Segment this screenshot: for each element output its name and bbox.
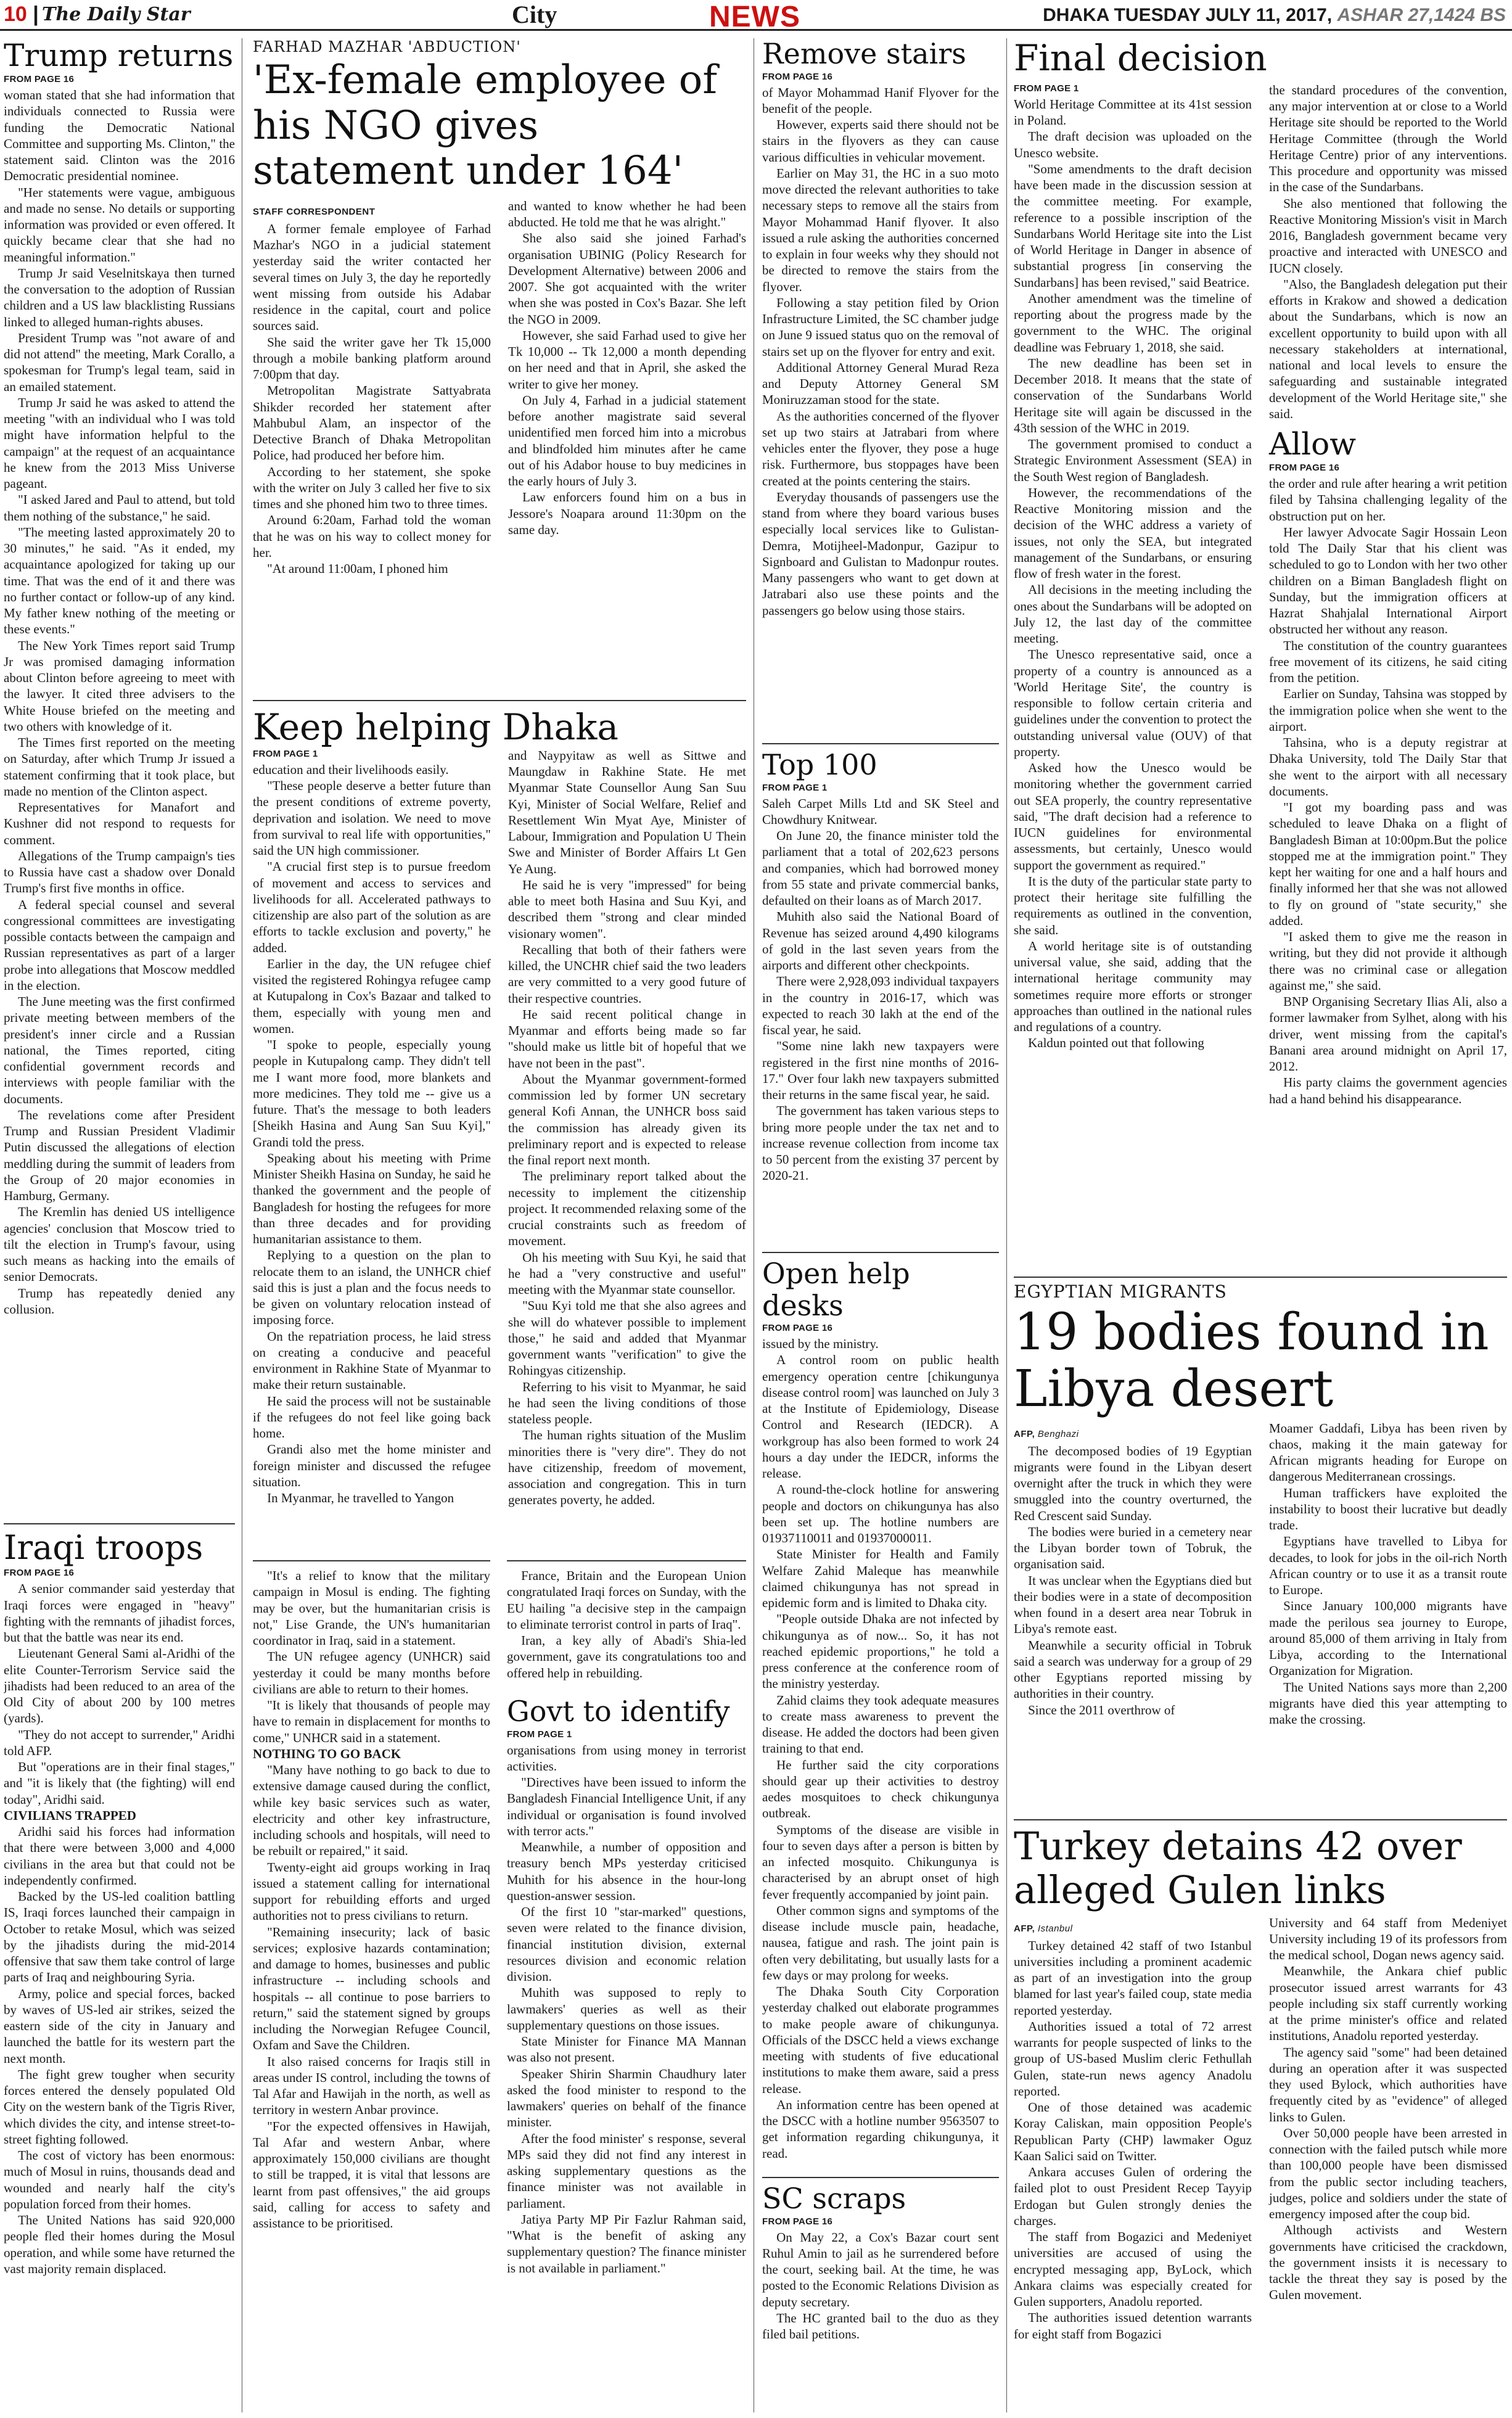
farhad-article xyxy=(253,38,746,698)
paragraph: woman stated that she had information that individuals connected to Russia were funding the Democratic National Committee and supporting Ms. Clinton," the statement said. Clinton was the 2016 Democratic presidential nominee. xyxy=(4,88,235,184)
paragraph: Other common signs and symptoms of the disease include muscle pain, headache, nausea, fatigue and rash. The joint pain is often very debilitating, but usually lasts for a few days or may prolong for weeks. xyxy=(762,1902,999,1983)
kicker: EGYPTIAN MIGRANTS xyxy=(1014,1281,1227,1302)
paragraph: Replying to a question on the plan to relocate them to an island, the UNHCR chief said this is just a plan and the focus needs to be given on voluntary relocation instead of imposing force. xyxy=(253,1248,491,1328)
iraqi-article xyxy=(4,1523,235,2411)
paragraph: On the repatriation process, he laid stress on creating a conducive and peaceful environment in Rakhine State of Myanmar to make their return sustainable. xyxy=(253,1328,491,1392)
paragraph: Recalling that both of their fathers were killed, the UNCHR chief said the two leaders are very committed to a very good future of their respective countries. xyxy=(508,942,746,1006)
paragraph: The decomposed bodies of 19 Egyptian migrants were found in the Libyan desert overnight after the truck in which they were smuggled into the country overturned, the Red Crescent said Sunday. xyxy=(1014,1443,1252,1523)
paragraph: But "operations are in their final stages," and "it is likely that (the fighting) will end today", Aridhi said. xyxy=(4,1759,235,1807)
paragraph: It was unclear when the Egyptians died but their bodies were in a state of decomposition when found in a desert area near Tobruk in Libya's remote east. xyxy=(1014,1573,1252,1637)
paragraph: Around 6:20am, Farhad told the woman that he was on his way to collect money for her. xyxy=(253,512,491,560)
byline: AFP, Benghazi xyxy=(1014,1428,1079,1439)
paragraph: Oh his meeting with Suu Kyi, he said that he had a "very constructive and useful" meeting with the Myanmar state counsellor. xyxy=(508,1249,746,1297)
paragraph: The agency said "some" had been detained during an operation after it was suspected they used Bylock, which authorities have frequently cited by as "evidence" of alleged links to Gulen. xyxy=(1269,2044,1507,2124)
paragraph: "Her statements were vague, ambiguous and made no sense. No details or supporting information was provided or even offered. It quickly became clear that she had no meaningful information." xyxy=(4,184,235,265)
headline-sc: SC scraps xyxy=(762,2182,906,2215)
paragraph: A senior commander said yesterday that Iraqi forces were engaged in "heavy" fighting with the remnants of jihadist forces, but that the battle was near its end. xyxy=(4,1581,235,1645)
jump-label: FROM PAGE 1 xyxy=(762,782,828,793)
paragraph: Earlier on Sunday, Tahsina was stopped by the immigration police when she went to the airport. xyxy=(1269,686,1507,734)
paragraph: University and 64 staff from Medeniyet University including 19 of its professors from the medical school, Dogan news agency said. xyxy=(1269,1915,1507,1963)
paragraph: Although activists and Western governments have criticised the crackdown, the government insists it is necessary to tackle the threat they say is posed by the Gulen movement. xyxy=(1269,2223,1507,2303)
paragraph: Twenty-eight aid groups working in Iraq issued a statement calling for international support for rebuilding efforts and urged authorities not to press civilians to return. xyxy=(253,1859,490,1923)
paragraph: He said the process will not be sustainable if the refugees do not feel like going back home. xyxy=(253,1393,491,1441)
article-body xyxy=(4,1581,235,2277)
paragraph: According to her statement, she spoke with the writer on July 3 called her five to six times and she phoned him two to three times. xyxy=(253,464,491,512)
paragraph: "A crucial first step is to pursue freedom of movement and access to services and livelihoods for all. Accelerated pathways to citizenship are also part of the solution as are efforts to tackle exclusion and poverty," he added. xyxy=(253,859,491,955)
headline-turkey: Turkey detains 42 over alleged Gulen links xyxy=(1014,1824,1462,1913)
headline-trump: Trump returns xyxy=(4,38,234,73)
paragraph: and Naypyitaw as well as Sittwe and Maungdaw in Rakhine State. He met Myanmar State Counsellor Aung San Suu Kyi, Minister of Social Welfare, Relief and Resettlement Win Myat Aye, Minister of Labour, Immigration and Population U Thein Swe and Minister of Border Affairs Lt Gen Ye Aung. xyxy=(508,747,746,876)
jump-label: FROM PAGE 16 xyxy=(4,1568,75,1579)
paragraph: "Some nine lakh new taxpayers were registered in the first nine months of 2016-17." Over four lakh new taxpayers submitted their returns in the same fiscal year, he said. xyxy=(762,1038,999,1103)
jump-label: FROM PAGE 16 xyxy=(4,74,75,84)
paragraph: She also mentioned that following the Reactive Monitoring Mission's visit in March 2016, Bangladesh government became very proactive and interacted with UNESCO and IUCN closely. xyxy=(1269,195,1507,276)
paragraph: A federal special counsel and several congressional committees are investigating possible contacts between the campaign and Russian representatives as part of a larger probe into allegations that Moscow meddled in the election. xyxy=(4,897,235,993)
paragraph: Speaking about his meeting with Prime Minister Sheikh Hasina on Sunday, he said he thanked the government and the people of Bangladesh for hosting the refugees for more than three decades and for providing humanitarian assistance to them. xyxy=(253,1150,491,1247)
headline-open: Open help desks xyxy=(762,1257,910,1322)
paragraph: The revelations come after President Trump and Russian President Vladimir Putin discussed the allegations of election meddling during the summit of leaders from the Group of 20 major economies in Hamburg, Germany. xyxy=(4,1107,235,1203)
paragraph: "I asked them to give me the reason in writing, but they did not provide it although there was no criminal case or allegation against me," she said. xyxy=(1269,929,1507,993)
paragraph: "It's a relief to know that the military campaign in Mosul is ending. The fighting may be over, but the humanitarian crisis is not," Lise Grande, the UN's humanitarian coordinator in Iraq, said in a statement. xyxy=(253,1568,490,1648)
paragraph: Tahsina, who is a deputy registrar at Dhaka University, told The Daily Star that she went to the airport with all necessary documents. xyxy=(1269,735,1507,799)
paragraph: of Mayor Mohammad Hanif Flyover for the benefit of the people. xyxy=(762,84,999,116)
paragraph: A former female employee of Farhad Mazhar's NGO in a judicial statement yesterday said the writer contacted her several times on July 3, the day he reportedly went missing from outside his Adabar residence in the capital, court and police sources said. xyxy=(253,221,491,334)
keep-article xyxy=(253,700,746,1526)
paragraph: "At around 11:00am, I phoned him xyxy=(267,561,448,577)
paragraph: The staff from Bogazici and Medeniyet universities are accused of using the encrypted messaging app, ByLock, which Ankara claims was especially created for Gulen supporters, Anadolu reported. xyxy=(1014,2229,1252,2309)
paragraph: Zahid claims they took adequate measures to create mass awareness to prevent the disease. He added the doctors had been given training to that end. xyxy=(762,1692,999,1756)
headline-iraqi: Iraqi troops xyxy=(4,1528,203,1567)
paragraph: However, experts said there should not be stairs in the flyovers as they can cause various difficulties in vehicular movement. xyxy=(762,117,999,165)
paragraph: The fight grew tougher when security forces entered the densely populated Old City on the western bank of the Tigris River, which divides the city, and intense street-to-street fighting followed. xyxy=(4,2066,235,2147)
paragraph: Over 50,000 people have been arrested in connection with the failed putsch while more than 100,000 people have been dismissed from the public sector including teachers, judges, police and soldiers under the state of emergency imposed after the coup bid. xyxy=(1269,2125,1507,2222)
paragraph: On July 4, Farhad in a judicial statement before another magistrate said several unidentified men forced him into a microbus and blindfolded him minutes after he came out of his Adabor house to buy medicines in the early hours of July 3. xyxy=(508,392,746,489)
paragraph: One of those detained was academic Koray Caliskan, main opposition People's Republican Party (CHP) lawmaker Oguz Kaan Salici said on Twitter. xyxy=(1014,2100,1252,2163)
paragraph: BNP Organising Secretary Ilias Ali, also a former lawmaker from Sylhet, along with his driver, went missing from the capital's Banani area around midnight on April 17, 2012. xyxy=(1269,994,1507,1074)
paragraph: "Suu Kyi told me that she also agrees and she will do whatever possible to implement those," he said and added that Myanmar government wants "verification" to give the Rohingyas citizenship. xyxy=(508,1298,746,1378)
paragraph: Everyday thousands of passengers use the stand from where they board various buses especially local services like to Gulistan-Demra, Motijheel-Madonpur, Gazipur to Signboard and Gulistan to Madonpur routes. Many passengers who want to get down at Jatrabari also use these points and the passengers go below using those stairs. xyxy=(762,489,999,618)
paragraph: She also said she joined Farhad's organisation UBINIG (Policy Research for Development Alternative) between 2006 and 2007. She got acquainted with the writer when she was posted in Cox's Bazar. She left the NGO in 2009. xyxy=(508,231,746,327)
final-article xyxy=(1014,38,1507,1272)
paragraph: State Minister for Finance MA Mannan was also not present. xyxy=(507,2034,746,2065)
paragraph: On June 20, the finance minister told the parliament that a total of 202,623 persons and companies, which had borrowed money from 55 state and private commercial banks, defaulted on their loans as of March 2017. xyxy=(762,828,999,908)
paragraph: Backed by the US-led coalition battling IS, Iraqi forces launched their campaign in October to retake Mosul, which was seized by the jihadists during the mid-2014 offensive that saw them take control of large parts of Iraq and neighbouring Syria. xyxy=(4,1889,235,1985)
paragraph: Asked how the Unesco would be monitoring whether the government carried out SEA properly, the country representative said, "The draft decision had a reference to IUCN guidelines for environmental assessments, but certainly, Unesco would support the government as required." xyxy=(1014,760,1252,873)
paragraph: Human traffickers have exploited the instability to boost their lucrative but deadly trade. xyxy=(1269,1485,1507,1533)
paragraph: The Kremlin has denied US intelligence agencies' conclusion that Moscow tried to tilt the election in Trump's favour, using such means as hacking into the emails of senior Democrats. xyxy=(4,1204,235,1285)
subheading: NOTHING TO GO BACK xyxy=(253,1746,401,1761)
stairs-article xyxy=(762,38,999,741)
paragraph: Meanwhile, a number of opposition and treasury bench MPs yesterday criticised Muhith for his absence in the hour-long question-answer session. xyxy=(507,1840,746,1903)
paragraph: "These people deserve a better future than the present conditions of extreme poverty, deprivation and isolation. We need to move from survival to real life with opportunities," said the UN high commissioner. xyxy=(253,778,491,858)
paragraph: the order and rule after hearing a writ petition filed by Tahsina challenging legality of the obstruction put on her. xyxy=(1269,476,1507,524)
issue-date: DHAKA TUESDAY JULY 11, 2017, ASHAR 27,1424 BS xyxy=(1043,5,1506,25)
paragraph: Moamer Gaddafi, Libya has been riven by chaos, making it the main gateway for African migrants heading for Europe on dangerous Mediterranean crossings. xyxy=(1269,1420,1507,1484)
jump-label: FROM PAGE 16 xyxy=(1269,463,1340,474)
paragraph: The government promised to conduct a Strategic Environment Assessment (SEA) in the South West region of Bangladesh. xyxy=(1014,437,1252,484)
jump-label: FROM PAGE 16 xyxy=(762,71,833,82)
paragraph: Jatiya Party MP Pir Fazlur Rahman said, "What is the benefit of asking any supplementary question? The finance minister is not available in parliament." xyxy=(507,2211,746,2276)
paragraph: Ankara accuses Gulen of ordering the failed plot to oust President Recep Tayyip Erdogan but Gulen strongly denies the charges. xyxy=(1014,2165,1252,2228)
paragraph: All decisions in the meeting including the ones about the Sundarbans will be adopted on July 12, the last day of the committee meeting. xyxy=(1014,582,1252,646)
paragraph: As the authorities concerned of the flyover set up two stairs at Jatrabari from where vehicles enter the flyover, they pose a huge risk. Furthermore, bus stoppages have been created at the points centering the stairs. xyxy=(762,408,999,488)
paragraph: "They do not accept to surrender," Aridhi told AFP. xyxy=(4,1727,235,1758)
paragraph: Saleh Carpet Mills Ltd and SK Steel and Chowdhury Knitwear. xyxy=(762,796,999,827)
paragraph: The government has taken various steps to bring more people under the tax net and to increase revenue collection from income tax to 50 percent from the existing 37 percent by 2020-21. xyxy=(762,1103,999,1183)
paragraph: The cost of victory has been enormous: much of Mosul in ruins, thousands dead and wounded and nearly half the city's population forced from their homes. xyxy=(4,2148,235,2211)
paragraph: The preliminary report talked about the necessity to implement the citizenship project. It recommended relaxing some of the crucial constraints such as freedom of movement. xyxy=(508,1169,746,1249)
paragraph: The Times first reported on the meeting on Saturday, after which Trump Jr issued a statement confirming that it took place, but made no mention of the Clinton aspect. xyxy=(4,735,235,799)
trump-article xyxy=(4,38,235,1512)
news-label: NEWS xyxy=(709,1,800,33)
govt-article xyxy=(507,1696,746,2411)
paragraph: Trump Jr said Veselnitskaya then turned the conversation to the adoption of Russian children and a US law blacklisting Russians linked to alleged human-rights abuses. xyxy=(4,265,235,329)
paragraph: He said recent political change in Myanmar and efforts being made so far "should make us little bit of hopeful that we have not been in the past". xyxy=(508,1006,746,1071)
jump-label: FROM PAGE 1 xyxy=(507,1729,572,1740)
paragraph: Kaldun pointed out that following xyxy=(1028,1035,1204,1051)
byline: STAFF CORRESPONDENT xyxy=(253,206,376,217)
paragraph: The HC granted bail to the duo as they filed bail petitions. xyxy=(762,2310,999,2342)
paragraph: "For the expected offensives in Hawijah, Tal Afar and western Anbar, where approximately 150,000 civilians are thought to still be trapped, it is vital that lessons are learnt from past offensives," the aid groups said, calling for access to safety and assistance to be prioritised. xyxy=(253,2118,490,2231)
paragraph: Aridhi said his forces had information that there were between 3,000 and 4,000 civilians in the area but that could not be independently confirmed. xyxy=(4,1824,235,1888)
paragraph: Since the 2011 overthrow of xyxy=(1028,1702,1175,1717)
paragraph: Grandi also met the home minister and foreign minister and discussed the refugee situation. xyxy=(253,1442,491,1489)
paragraph: The Unesco representative said, once a property of a country is announced as a 'World Heritage Site', the country is responsible to follow certain criteria and guidelines under the convention to protect the outstanding universal value (OUV) of that property. xyxy=(1014,647,1252,759)
paragraph: Earlier on May 31, the HC in a suo moto move directed the relevant authorities to take necessary steps to remove all the stairs from Mayor Mohammad Hanif flyover. It also issued a rule asking the authorities concerned to explain in four weeks why they should not be directed to remove the stairs from the flyover. xyxy=(762,165,999,294)
headline-allow: Allow xyxy=(1269,426,1356,463)
jump-label: FROM PAGE 16 xyxy=(762,1323,833,1334)
iraqi-continued xyxy=(253,1560,490,2411)
paragraph: "People outside Dhaka are not infected by chikungunya as of now... So, it has not reached epidemic proportions," he told a press conference at the conference room of the ministry yesterday. xyxy=(762,1611,999,1692)
masthead-logo: The Daily Star xyxy=(42,4,191,25)
paragraph: The human rights situation of the Muslim minorities there is "very dire". They do not have citizenship, freedom of movement, association and congregation. This in turn generates poverty, he added. xyxy=(508,1428,746,1508)
paragraph: "Also, the Bangladesh delegation put their efforts in Krakow and showed a dedication about the Sundarbans, which is now an excellent opportunity to build upon with all necessary stakeholders at international, national and local levels to ensure the safeguarding and sustainable integrated development of the World Heritage site," she said. xyxy=(1269,276,1507,421)
paragraph: Turkey detained 42 staff of two Istanbul universities including a prominent academic as part of an investigation into the group blamed for last year's failed coup, state media reported yesterday. xyxy=(1014,1938,1252,2018)
paragraph: Meanwhile a security official in Tobruk said a search was underway for a group of 29 other Egyptians reported missing by authorities in their country. xyxy=(1014,1637,1252,1701)
jump-label: FROM PAGE 16 xyxy=(762,2216,833,2227)
paragraph: The UN refugee agency (UNHCR) said yesterday it could be many months before civilians are able to return to their homes. xyxy=(253,1649,490,1696)
paragraph: Authorities issued a total of 72 arrest warrants for people suspected of links to the group of US-based Muslim cleric Fethullah Gulen, state-run news agency Anadolu reported. xyxy=(1014,2018,1252,2099)
paragraph: On May 22, a Cox's Bazar court sent Ruhul Amin to jail as he surrendered before the court, seeking bail. At the time, he was posted to the Economic Relations Division as deputy secretary. xyxy=(762,2229,999,2309)
paragraph: The constitution of the country guarantees free movement of its citizens, he said citing from the petition. xyxy=(1269,638,1507,686)
headline-govt: Govt to identify xyxy=(507,1696,730,1728)
headline-libya: 19 bodies found in Libya desert xyxy=(1014,1303,1489,1418)
paragraph: He further said the city corporations should gear up their activities to destroy aedes mosquitoes to check chikungunya outbreak. xyxy=(762,1757,999,1821)
jump-label: FROM PAGE 1 xyxy=(253,748,318,759)
paragraph: The June meeting was the first confirmed private meeting between members of the president's inner circle and a Russian national, the Times reported, citing confidential government records and interviews with people familiar with the documents. xyxy=(4,994,235,1106)
paragraph: Meanwhile, the Ankara chief public prosecutor issued arrest warrants for 43 people including six staff currently working at the prime minister's office and related institutions, Anadolu reported yesterday. xyxy=(1269,1964,1507,2044)
paragraph: Muhith also said the National Board of Revenue has seized around 4,490 kilograms of gold in the last seven years from the airports and different other checkpoints. xyxy=(762,909,999,973)
paragraph: Law enforcers found him on a bus in Jessore's Noapara around 11:30pm on the same day. xyxy=(508,490,746,537)
paragraph: The new deadline has been set in December 2018. It means that the state of conservation of the Sundarbans World Heritage site will again be discussed in the 43th session of the WHC in 2019. xyxy=(1014,355,1252,435)
paragraph: organisations from using money in terrorist activities. xyxy=(507,1742,746,1774)
paragraph: France, Britain and the European Union congratulated Iraqi forces on Sunday, with the EU hailing "a decisive step in the campaign to eliminate terrorist control in parts of Iraq". xyxy=(507,1568,746,1632)
paragraph: A world heritage site is of outstanding universal value, she said, adding that the international heritage community may sometimes require more efforts or stronger approaches than outlined in the national rules and regulations of a country. xyxy=(1014,938,1252,1035)
paragraph: the standard procedures of the convention, any major intervention at or close to a World Heritage site should be reported to the World Heritage Committee (through the World Heritage Centre) prior of any interventions. This procedure and opportunity was missed in the case of the Sundarbans. xyxy=(1269,82,1507,195)
paragraph: Since January 100,000 migrants have made the perilous sea journey to Europe, around 85,000 of them arriving in Italy from Libya, according to the International Organization for Migration. xyxy=(1269,1598,1507,1679)
paragraph: The New York Times report said Trump Jr was promised damaging information about Clinton before agreeing to meet with the lawyer. It cited three advisers to the White House briefed on the meeting and two others with knowledge of it. xyxy=(4,638,235,734)
top100-article xyxy=(762,743,999,1249)
paragraph: issued by the ministry. xyxy=(762,1336,879,1352)
paragraph: Trump has repeatedly denied any collusion. xyxy=(4,1285,235,1317)
paragraph: Symptoms of the disease are visible in four to seven days after a person is bitten by an infected mosquito. Chikungunya is characterised by an abrupt onset of high fever frequently accompanied by joint pain. xyxy=(762,1822,999,1902)
paragraph: A control room on public health emergency operation centre [chikungunya disease control room] was launched on July 3 at the Institute of Epidemiology, Disease Control and Research (IEDCR). A workgroup has also been formed to work 24 hours a day under the IEDCR, informs the release. xyxy=(762,1352,999,1481)
paragraph: The bodies were buried in a cemetery near the Libyan border town of Tobruk, the organisation said. xyxy=(1014,1524,1252,1572)
paragraph: An information centre has been opened at the DSCC with a hotline number 9563507 to get information regarding chikungunya, it read. xyxy=(762,2097,999,2161)
kicker: FARHAD MAZHAR 'ABDUCTION' xyxy=(253,38,521,56)
paragraph: "I asked Jared and Paul to attend, but told them nothing of the substance," he said. xyxy=(4,492,235,524)
paragraph: "Some amendments to the draft decision have been made in the discussion session at the committee meeting. For example, reference to a possible inscription of the Sundarbans World Heritage site into the List of World Heritage in Danger in absence of substantial progress [in conserving the Sundarbans] has been revised," said Beatrice. xyxy=(1014,161,1252,290)
headline-stairs: Remove stairs xyxy=(762,38,966,70)
paragraph: "Many have nothing to go back to due to extensive damage caused during the conflict, while key basic services such as water, electricity and other key infrastructure, including schools and hospitals, will need to be rebuilt or repaired," it said. xyxy=(253,1762,490,1859)
paragraph: Trump Jr said he was asked to attend the meeting "with an individual who I was told might have information helpful to the campaign" at the request of an acquaintance he knew from the 2013 Miss Universe pageant. xyxy=(4,395,235,491)
paragraph: However, the recommendations of the Reactive Monitoring mission and the decision of the WHC address a variety of issues, not only the SEA, but integrated management of the Sundarbans, or ensuring flow of fresh water in the forest. xyxy=(1014,485,1252,582)
headline-farhad: 'Ex-female employee of his NGO gives statement under 164' xyxy=(253,57,717,194)
paragraph: The United Nations says more than 2,200 migrants have died this year attempting to make the crossing. xyxy=(1269,1679,1507,1727)
paragraph: His party claims the government agencies had a hand behind his disappearance. xyxy=(1269,1075,1507,1106)
paragraph: A round-the-clock hotline for answering people and doctors on chikungunya has also been set up. The hotline numbers are 01937110011 and 01937000011. xyxy=(762,1482,999,1546)
paragraph: Iran, a key ally of Abadi's Shia-led government, gave its congratulations too and offered help in rebuilding. xyxy=(507,1633,746,1680)
paragraph: "The meeting lasted approximately 20 to 30 minutes," he said. "As it ended, my acquaintance apologized for taking up our time. That was the end of it and there was no further contact or follow-up of any kind. My father knew nothing of the meeting or these events." xyxy=(4,524,235,637)
section-label: City xyxy=(512,1,557,28)
paragraph: In Myanmar, he travelled to Yangon xyxy=(267,1491,454,1506)
paragraph: Muhith was supposed to reply to lawmakers' queries as well as their supplementary questions on those issues. xyxy=(507,1985,746,2033)
paragraph: Metropolitan Magistrate Sattyabrata Shikder recorded her statement after Mahbubul Alam, an inspector of the Detective Branch of Dhaka Metropolitan Police, had produced her before him. xyxy=(253,383,491,463)
paragraph: World Heritage Committee at its 41st session in Poland. xyxy=(1014,96,1252,128)
page-number: 10 | xyxy=(4,2,39,26)
paragraph: State Minister for Health and Family Welfare Zahid Maleque has meanwhile claimed chikungunya has not spread in epidemic form and is limited to Dhaka city. xyxy=(762,1547,999,1611)
paragraph: Referring to his visit to Myanmar, he said he had seen the living conditions of those stateless people. xyxy=(508,1379,746,1427)
paragraph: The draft decision was uploaded on the Unesco website. xyxy=(1014,129,1252,160)
paragraph: Of the first 10 "star-marked" questions, seven were related to the finance division, financial institution division, external resources division and economic relation division. xyxy=(507,1904,746,1984)
open-article xyxy=(762,1252,999,2165)
paragraph: Lieutenant General Sami al-Aridhi of the elite Counter-Terrorism Service said the jihadists had been reduced to an area of the Old City of about 200 by 100 metres (yards). xyxy=(4,1646,235,1726)
subheading: CIVILIANS TRAPPED xyxy=(4,1807,136,1823)
turkey-article xyxy=(1014,1819,1507,2411)
headline-keep: Keep helping Dhaka xyxy=(253,706,618,748)
paragraph: "It is likely that thousands of people may have to remain in displacement for months to come," UNHCR said in a statement. xyxy=(253,1698,490,1745)
paragraph: She said the writer gave her Tk 15,000 through a mobile banking platform around 7:00pm that day. xyxy=(253,334,491,382)
headline-final: Final decision xyxy=(1014,38,1267,79)
paragraph: Earlier in the day, the UN refugee chief visited the registered Rohingya refugee camp at Kutupalong in Cox's Bazaar and talked to them, especially with young men and women. xyxy=(253,956,491,1036)
jump-label: FROM PAGE 1 xyxy=(1014,83,1079,94)
paragraph: Representatives for Manafort and Kushner did not respond to requests for comment. xyxy=(4,800,235,847)
paragraph: education and their livelihoods easily. xyxy=(253,762,449,777)
paragraph: "I spoke to people, especially young people in Kutupalong camp. They didn't tell me I want more food, more blankets and more medicines. They told me -- give us a future. That's the message to both leaders [Sheikh Hasina and Aung San Suu Kyi]," Grandi told the press. xyxy=(253,1037,491,1149)
paragraph: Another amendment was the timeline of reporting about the progress made by the government to the WHC. The original deadline was February 1, 2018, she said. xyxy=(1014,290,1252,355)
paragraph: Army, police and special forces, backed by waves of US-led air strikes, seized the eastern side of the city in January and launched the battle for its western part the next month. xyxy=(4,1986,235,2066)
paragraph: President Trump was "not aware of and did not attend" the meeting, Mark Corallo, a spokesman for Trump's legal team, said in an emailed statement. xyxy=(4,330,235,394)
byline: AFP, Istanbul xyxy=(1014,1923,1073,1934)
paragraph: However, she said Farhad used to give her Tk 10,000 -- Tk 12,000 a month depending on her need and that in April, she asked the writer to give her money. xyxy=(508,327,746,392)
paragraph: "I got my boarding pass and was scheduled to leave Dhaka on a flight of Bangladesh Biman at 10:00pm.But the police stopped me at the immigration point." They kept her waiting for one and a half hours and finally informed her that she was not allowed to fly on ground of "state security," she added. xyxy=(1269,800,1507,928)
headline-top100: Top 100 xyxy=(762,748,877,781)
page-header xyxy=(0,0,1512,31)
paragraph: Speaker Shirin Sharmin Chaudhury later asked the food minister to respond to the lawmakers' queries on behalf of the finance minister. xyxy=(507,2066,746,2130)
paragraph: The Dhaka South City Corporation yesterday chalked out elaborate programmes to make people aware of chikungunya. Officials of the DSCC held a views exchange meeting with students of five educational institutions to make them aware, said a press release. xyxy=(762,1984,999,2096)
iraqi-continued-2 xyxy=(507,1560,746,1690)
paragraph: Following a stay petition filed by Orion Infrastructure Limited, the SC chamber judge on June 9 issued status quo on the removal of stairs set up on the flyover for entry and exit. xyxy=(762,295,999,359)
article-body xyxy=(4,87,235,1317)
libya-article xyxy=(1014,1277,1507,1813)
sc-article xyxy=(762,2177,999,2411)
paragraph: "Remaining insecurity; lack of basic services; explosive hazards contamination; and damage to homes, businesses and public infrastructure -- including schools and hospitals -- all continue to pose barriers to return," said the statement signed by groups including the Norwegian Refugee Council, Oxfam and Save the Children. xyxy=(253,1924,490,2053)
paragraph: Her lawyer Advocate Sagir Hossain Leon told The Daily Star that his client was scheduled to go to London with her two other children on a Biman Bangladesh flight on Sunday, but the immigration officers at Hazrat Shahjalal International Airport obstructed her without any reason. xyxy=(1269,524,1507,637)
paragraph: He said he is very "impressed" for being able to meet both Hasina and Suu Kyi, and described them "strong and clear minded visionary women". xyxy=(508,877,746,941)
paragraph: The United Nations has said 920,000 people fled their homes during the Mosul operation, and while some have returned the vast majority remain displaced. xyxy=(4,2213,235,2276)
paragraph: and wanted to know whether he had been abducted. He told me that he was alright." xyxy=(508,198,746,230)
paragraph: "Directives have been issued to inform the Bangladesh Financial Intelligence Unit, if any individual or organisation is found involved with terror acts." xyxy=(507,1775,746,1838)
paragraph: Allegations of the Trump campaign's ties to Russia have cast a shadow over Donald Trump's first five months in office. xyxy=(4,848,235,896)
paragraph: The authorities issued detention warrants for eight staff from Bogazici xyxy=(1014,2310,1252,2342)
paragraph: There were 2,928,093 individual taxpayers in the country in 2016-17, which was expected to reach 30 lakh at the end of the fiscal year, he said. xyxy=(762,974,999,1038)
paragraph: It is the duty of the particular state party to protect their heritage site fulfilling the requirements as outlined in the convention, she said. xyxy=(1014,873,1252,937)
paragraph: Egyptians have travelled to Libya for decades, to look for jobs in the oil-rich North African country or to use it as a transit route to Europe. xyxy=(1269,1534,1507,1598)
paragraph: After the food minister' s response, several MPs said they did not find any interest in asking supplementary questions as the finance minister was not available in parliament. xyxy=(507,2131,746,2211)
paragraph: Additional Attorney General Murad Reza and Deputy Attorney General SM Moniruzzaman stood for the state. xyxy=(762,360,999,408)
paragraph: About the Myanmar government-formed commission led by former UN secretary general Kofi Annan, the UNHCR boss said the commission has already given its preliminary report and is expected to release the final report next month. xyxy=(508,1071,746,1168)
paragraph: It also raised concerns for Iraqis still in areas under IS control, including the towns of Tal Afar and Hawijah in the north, as well as territory in western Anbar province. xyxy=(253,2054,490,2118)
